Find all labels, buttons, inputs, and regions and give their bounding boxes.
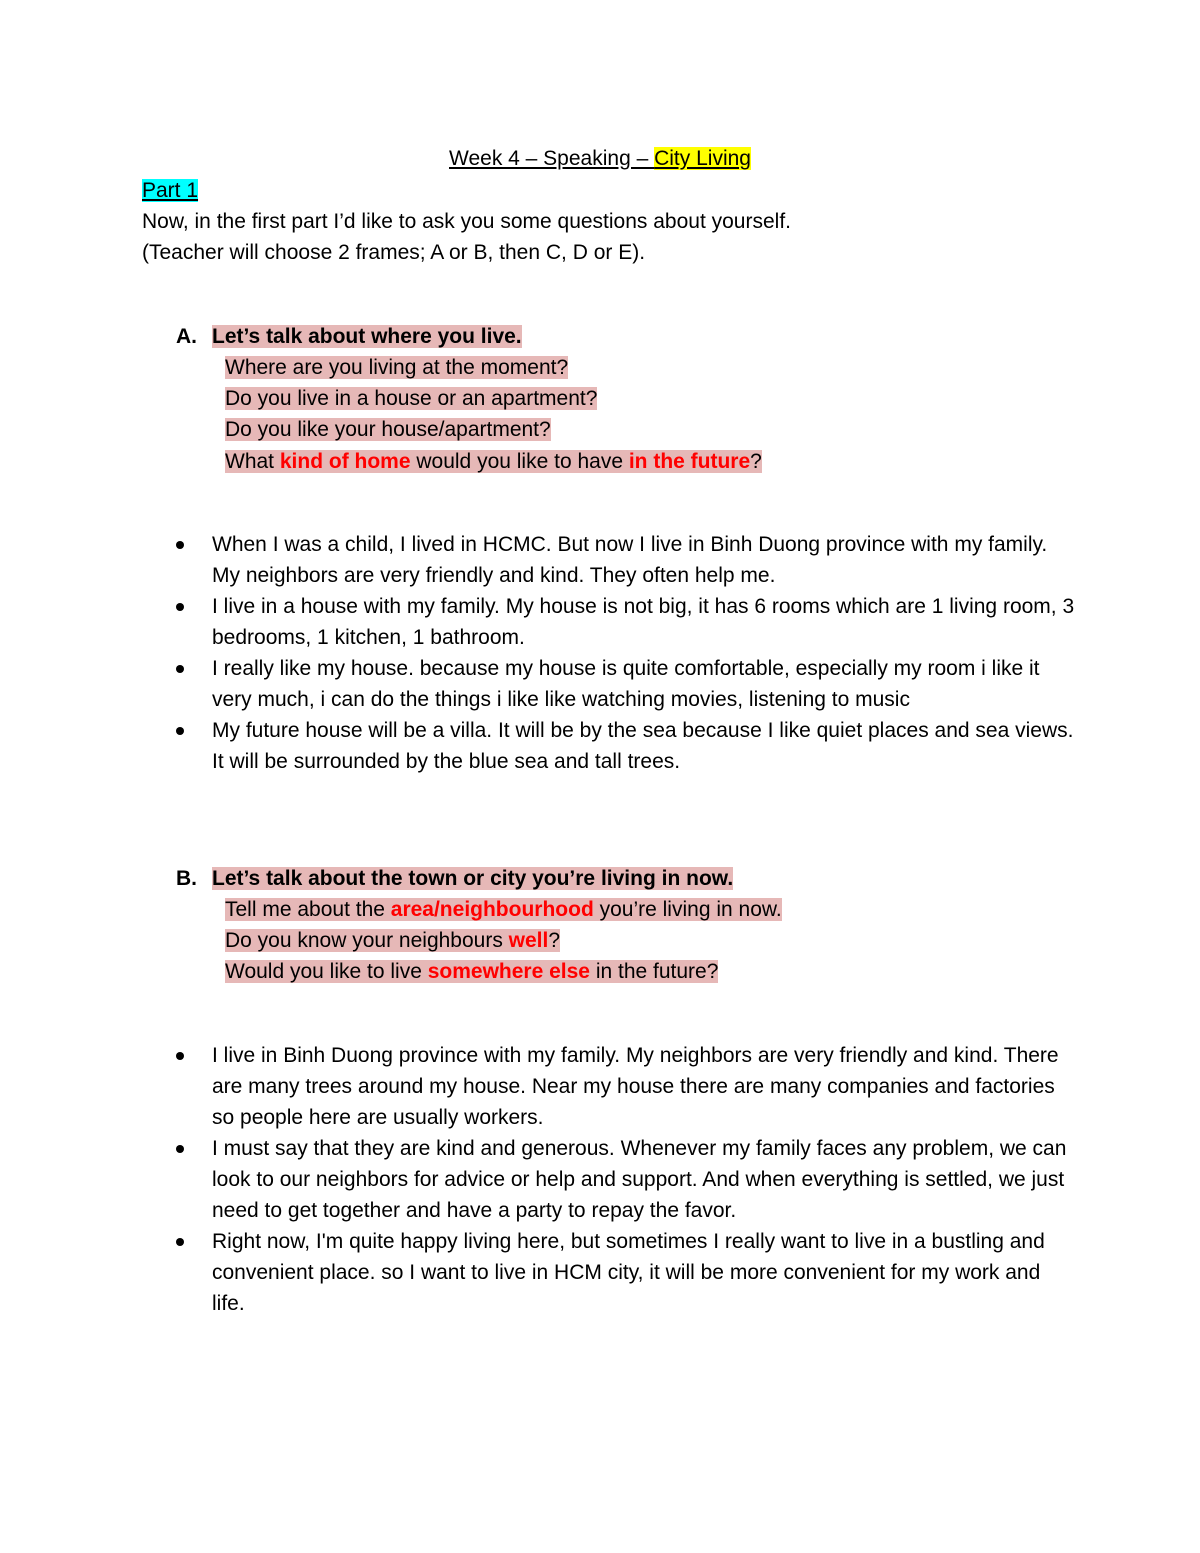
emphasis-kind-of-home: kind of home [279,450,411,473]
section-a-heading [176,321,522,352]
part-heading-text: Part 1 [142,179,199,202]
bullet-icon [176,541,184,549]
answer-item: I live in a house with my family. My house is not big, it has 6 rooms which are 1 living room, 3 bedrooms, 1 kitchen, 1 bathroom. [176,591,1076,653]
section-b-question-1: Tell me about the area/neighbourhood you’re living in now. [225,898,782,921]
bullet-icon [176,665,184,673]
section-b-title: Let’s talk about the town or city you’re living in now. [212,867,734,890]
emphasis-somewhere-else: somewhere else [427,960,590,983]
answer-item: When I was a child, I lived in HCMC. But now I live in Binh Duong province with my family. My neighbors are very friendly and kind. They often help me. [176,529,1076,591]
section-a-title: Let’s talk about where you live. [212,325,522,348]
title-prefix: Week 4 – Speaking – [449,147,655,170]
answer-item: I live in Binh Duong province with my family. My neighbors are very friendly and kind. There are many trees around my house. Near my house there are many companies and factories so people here are usually workers. [176,1040,1076,1133]
title-highlight: City Living [654,147,751,170]
section-a-letter: A. [176,325,197,348]
section-b-heading [176,863,733,894]
intro-line-1: Now, in the first part I’d like to ask you some questions about yourself. [142,210,791,233]
section-b-question-3: Would you like to live somewhere else in the future? [225,960,719,983]
answer-item: Right now, I'm quite happy living here, but sometimes I really want to live in a bustling and convenient place. so I want to live in HCM city, it will be more convenient for my work and life. [176,1226,1076,1319]
intro-line-2: (Teacher will choose 2 frames; A or B, then C, D or E). [142,241,646,264]
part-heading [142,175,198,206]
section-b-answers [176,1040,1076,1319]
section-a-answers [176,529,1076,777]
answer-item: I must say that they are kind and generous. Whenever my family faces any problem, we can look to our neighbors for advice or help and support. And when everything is settled, we just need to get together and have a party to repay the favor. [176,1133,1076,1226]
emphasis-well: well [508,929,549,952]
emphasis-area-neighbourhood: area/neighbourhood [390,898,594,921]
bullet-icon [176,603,184,611]
answer-item: I really like my house. because my house is quite comfortable, especially my room i like it very much, i can do the things i like like watching movies, listening to music [176,653,1076,715]
bullet-icon [176,1145,184,1153]
answer-item: My future house will be a villa. It will be by the sea because I like quiet places and sea views. It will be surrounded by the blue sea and tall trees. [176,715,1076,777]
emphasis-in-the-future: in the future [628,450,751,473]
section-a-question-3: Do you like your house/apartment? [225,418,551,441]
section-b-question-2: Do you know your neighbours well? [225,929,561,952]
section-b-letter: B. [176,867,197,890]
page-title [0,143,1200,174]
bullet-icon [176,727,184,735]
bullet-icon [176,1052,184,1060]
section-a-question-4: What kind of home would you like to have in the future? [225,450,762,473]
section-a-question-2: Do you live in a house or an apartment? [225,387,598,410]
section-a-question-1: Where are you living at the moment? [225,356,569,379]
bullet-icon [176,1238,184,1246]
